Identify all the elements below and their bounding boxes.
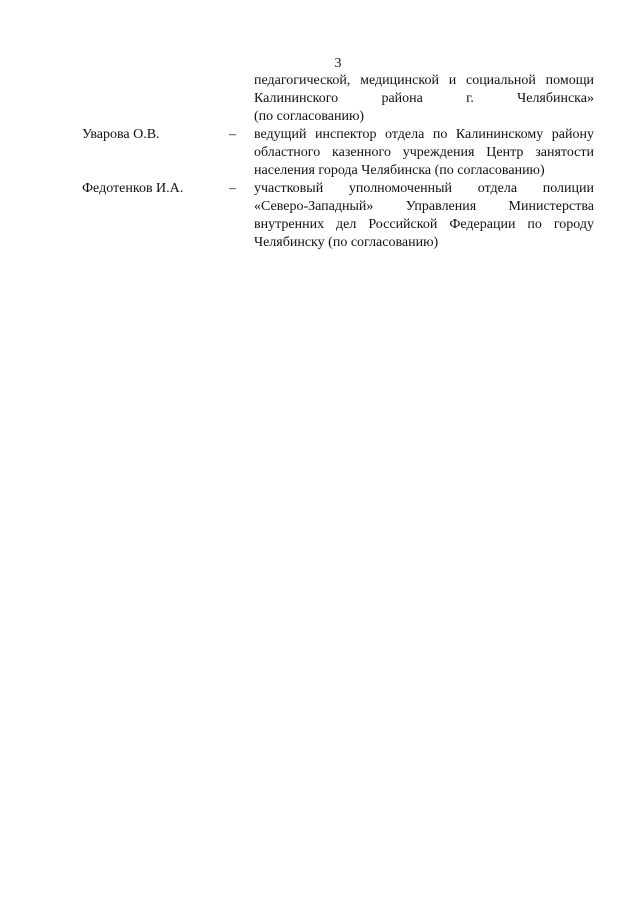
description-line: Челябинску (по согласованию) xyxy=(254,235,439,250)
description-line: внутренних дел Российской Федерации по городу xyxy=(254,217,594,232)
description-line: ведущий инспектор отдела по Калининскому району xyxy=(254,127,594,142)
description-line: «Северо-Западный» Управления Министерства xyxy=(254,199,594,214)
page-number: 3 xyxy=(334,56,342,71)
dash-separator: – xyxy=(229,181,236,196)
description-line: педагогической, медицинской и социальной помощи xyxy=(254,73,594,88)
member-name: Федотенков И.А. xyxy=(82,181,184,196)
member-description xyxy=(254,180,594,252)
description-line: населения города Челябинска (по согласованию) xyxy=(254,163,545,178)
description-line: участковый уполномоченный отдела полиции xyxy=(254,181,594,196)
description-line: (по согласованию) xyxy=(254,109,365,124)
continued-description xyxy=(254,72,594,126)
dash-separator: – xyxy=(229,127,236,142)
description-line: Калининского района г. Челябинска» xyxy=(254,91,594,106)
description-line: областного казенного учреждения Центр занятости xyxy=(254,145,594,160)
member-description xyxy=(254,126,594,180)
member-name: Уварова О.В. xyxy=(82,127,160,142)
